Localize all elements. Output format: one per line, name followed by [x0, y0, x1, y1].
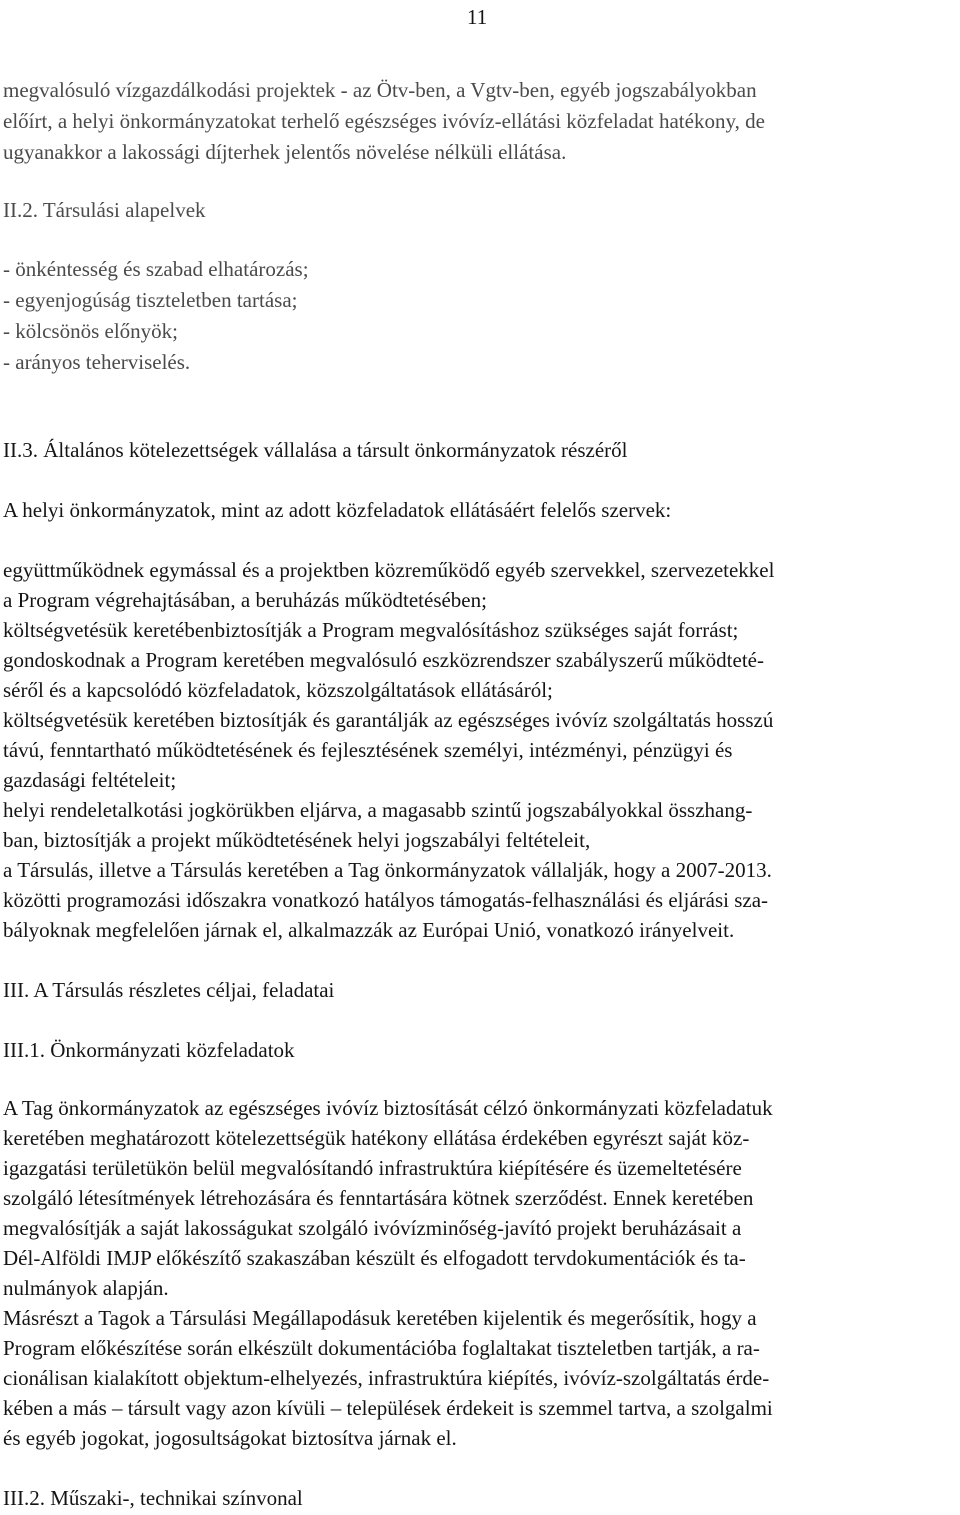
body-line: együttműködnek egymással és a projektben közreműködő egyéb szervekkel, szervezetekkel — [3, 558, 775, 582]
list-item: - kölcsönös előnyök; — [3, 319, 178, 343]
body-line: igazgatási területükön belül megvalósítandó infrastruktúra kiépítésére és üzemeltetésére — [3, 1156, 742, 1180]
body-line: távú, fenntartható működtetésének és fejlesztésének személyi, intézményi, pénzügyi és — [3, 738, 733, 762]
list-item: - önkéntesség és szabad elhatározás; — [3, 257, 309, 281]
body-line: szolgáló létesítmények létrehozására és fenntartására kötnek szerződést. Ennek keretében — [3, 1186, 754, 1210]
body-line: nulmányok alapján. — [3, 1276, 169, 1300]
body-line: A Tag önkormányzatok az egészséges ivóvíz biztosítását célzó önkormányzati közfeladatuk — [3, 1096, 773, 1120]
section-heading-II3: II.3. Általános kötelezettségek vállalása a társult önkormányzatok részéről — [3, 438, 628, 462]
page-number: 11 — [467, 5, 488, 29]
body-line: költségvetésük keretébenbiztosítják a Program megvalósításhoz szükséges saját forrást; — [3, 618, 739, 642]
body-line: keretében meghatározott kötelezettségük hatékony ellátása érdekében egyrészt saját köz- — [3, 1126, 750, 1150]
body-line: gazdasági feltételeit; — [3, 768, 177, 792]
body-line: a Program végrehajtásában, a beruházás működtetésében; — [3, 588, 487, 612]
body-line: Dél-Alföldi IMJP előkészítő szakaszában készült és elfogadott tervdokumentációk és ta- — [3, 1246, 746, 1270]
section-heading-III1: III.1. Önkormányzati közfeladatok — [3, 1038, 295, 1062]
body-line: bályoknak megfelelően járnak el, alkalmazzák az Európai Unió, vonatkozó irányelveit. — [3, 918, 735, 942]
body-line: kében a más – társult vagy azon kívüli – települések érdekeit is szemmel tartva, a szolgalmi — [3, 1396, 773, 1420]
list-item: - egyenjogúság tiszteletben tartása; — [3, 288, 298, 312]
section-heading-III: III. A Társulás részletes céljai, feladatai — [3, 978, 335, 1002]
intro-line: megvalósuló vízgazdálkodási projektek - az Ötv-ben, a Vgtv-ben, egyéb jogszabályokban — [3, 78, 757, 102]
body-line: költségvetésük keretében biztosítják és garantálják az egészséges ivóvíz szolgáltatás hosszú — [3, 708, 774, 732]
intro-line: előírt, a helyi önkormányzatokat terhelő egészséges ivóvíz-ellátási közfeladat hatékony, de — [3, 109, 765, 133]
body-line: a Társulás, illetve a Társulás keretében a Tag önkormányzatok vállalják, hogy a 2007-2013. — [3, 858, 772, 882]
body-line: és egyéb jogokat, jogosultságokat biztosítva járnak el. — [3, 1426, 457, 1450]
body-line: megvalósítják a saját lakosságukat szolgáló ivóvízminőség-javító projekt beruházásait a — [3, 1216, 742, 1240]
section-lead: A helyi önkormányzatok, mint az adott közfeladatok ellátásáért felelős szervek: — [3, 498, 672, 522]
list-item: - arányos teherviselés. — [3, 350, 191, 374]
body-line: helyi rendeletalkotási jogkörükben eljárva, a magasabb szintű jogszabályokkal összhang- — [3, 798, 753, 822]
section-heading-II2: II.2. Társulási alapelvek — [3, 198, 206, 222]
intro-line: ugyanakkor a lakossági díjterhek jelentős növelése nélküli ellátása. — [3, 140, 567, 164]
body-line: séről és a kapcsolódó közfeladatok, közszolgáltatások ellátásáról; — [3, 678, 553, 702]
body-line: ban, biztosítják a projekt működtetésének helyi jogszabályi feltételeit, — [3, 828, 591, 852]
body-line: gondoskodnak a Program keretében megvalósuló eszközrendszer szabályszerű működteté- — [3, 648, 764, 672]
section-heading-III2: III.2. Műszaki-, technikai színvonal — [3, 1486, 303, 1510]
body-line: Másrészt a Tagok a Társulási Megállapodásuk keretében kijelentik és megerősítik, hogy a — [3, 1306, 757, 1330]
body-line: közötti programozási időszakra vonatkozó hatályos támogatás-felhasználási és eljárási sza- — [3, 888, 769, 912]
body-line: Program előkészítése során elkészült dokumentációba foglaltakat tiszteletben tartják, a ra- — [3, 1336, 760, 1360]
body-line: cionálisan kialakított objektum-elhelyezés, infrastruktúra kiépítés, ivóvíz-szolgáltatás érde- — [3, 1366, 770, 1390]
